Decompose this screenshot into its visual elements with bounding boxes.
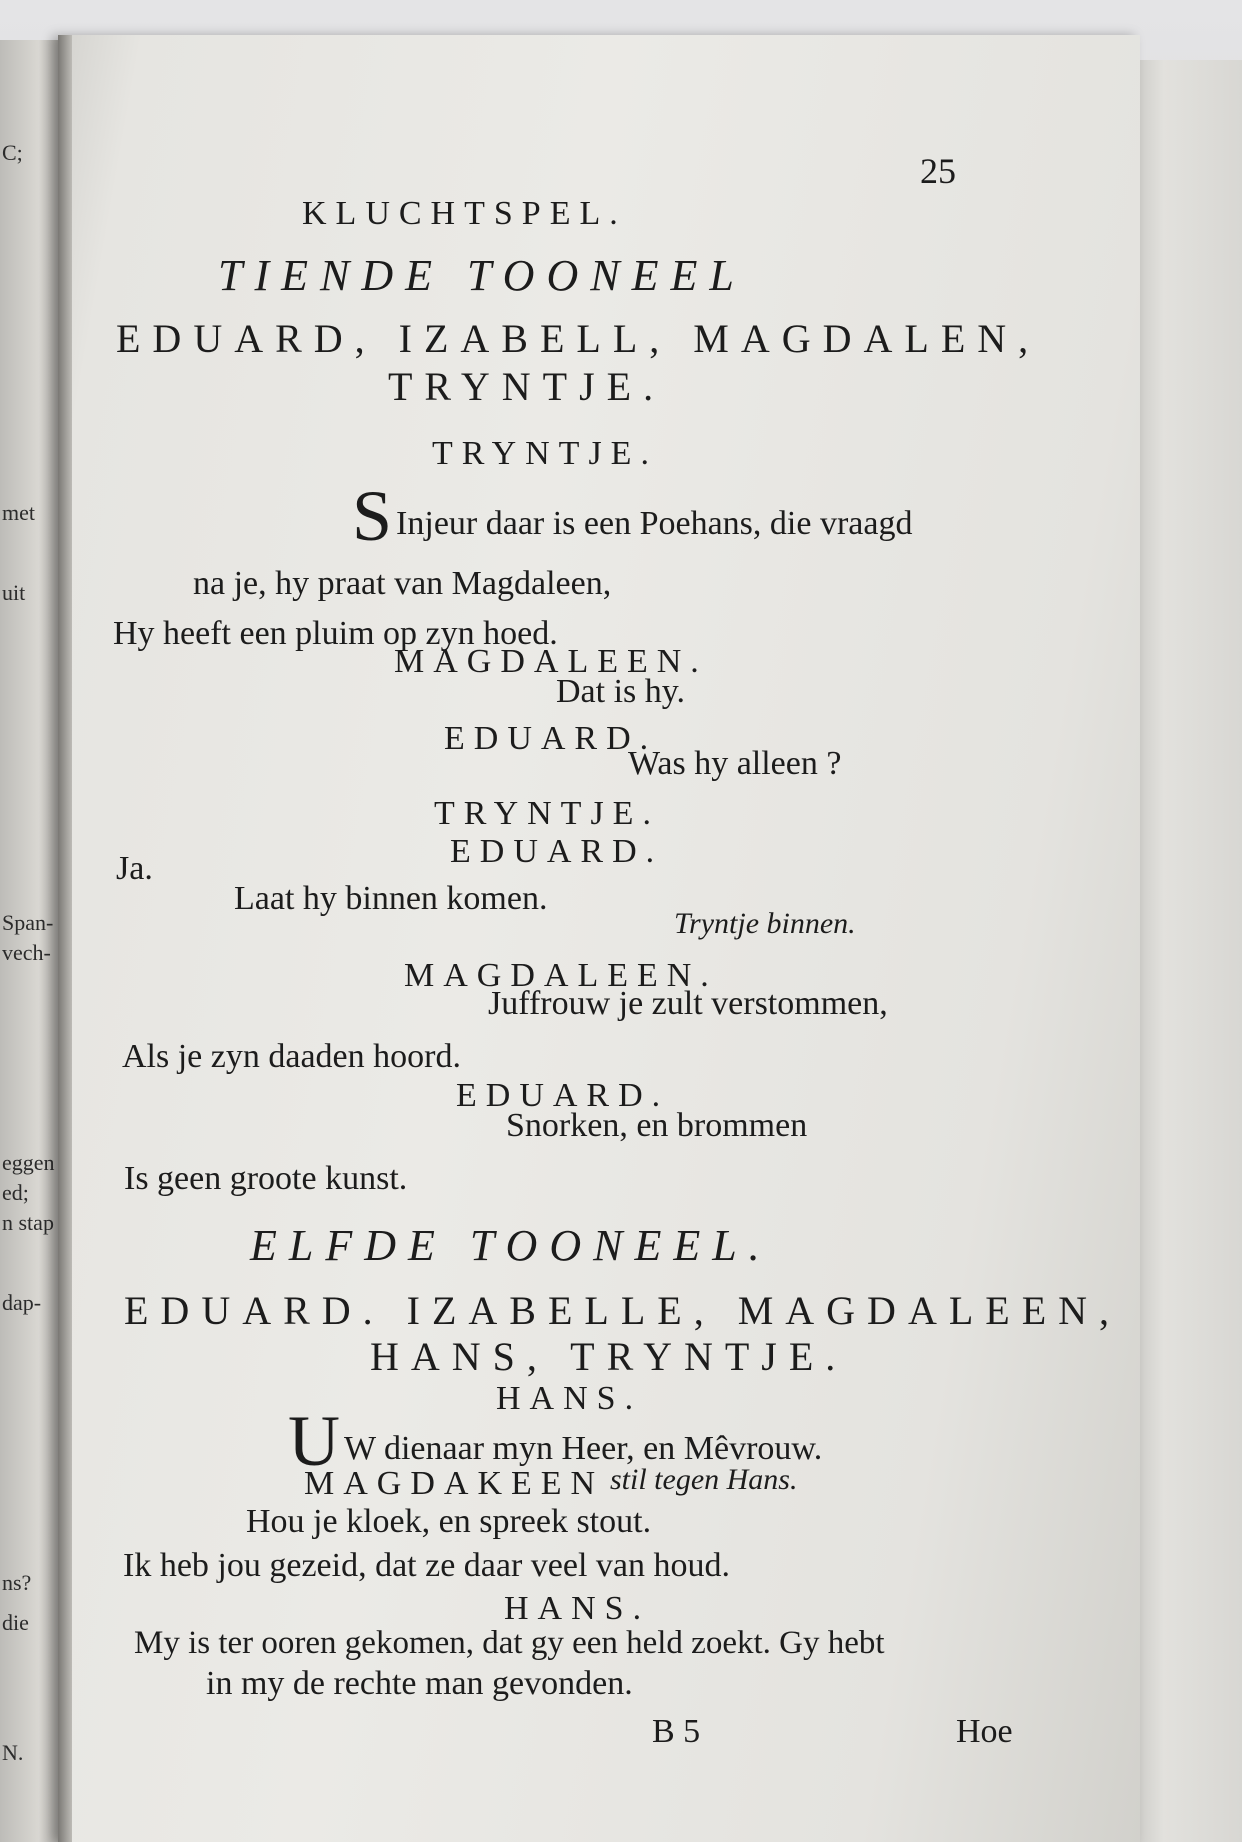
verse-text: Injeur daar is een Poehans, die vraagd: [396, 505, 913, 542]
left-page-fragment: Span-: [2, 910, 54, 935]
speaker-name: MAGDAKEEN: [304, 1465, 605, 1502]
speaker-name: HANS.: [504, 1590, 651, 1627]
left-page-fragment: ed;: [2, 1180, 29, 1205]
stage-direction: Tryntje binnen.: [674, 907, 856, 940]
page-gutter-shadow: [58, 35, 72, 1842]
cast-list: HANS, TRYNTJE.: [370, 1334, 848, 1379]
speaker-name: EDUARD.: [456, 1077, 670, 1114]
right-page-edges: [1130, 60, 1242, 1842]
left-page-fragment: dap-: [2, 1290, 42, 1315]
speaker-name: TRYNTJE.: [432, 435, 658, 472]
stage-direction: stil tegen Hans.: [610, 1463, 798, 1496]
left-page-fragment: eggen: [2, 1150, 55, 1175]
verse-line: Ja.: [116, 850, 153, 887]
speaker-name: HANS.: [496, 1380, 643, 1417]
speaker-name: EDUARD.: [450, 833, 664, 870]
verse-line: in my de rechte man gevonden.: [206, 1665, 633, 1702]
verse-text: W dienaar myn Heer, en Mêvrouw.: [344, 1430, 823, 1467]
left-page-fragment: die: [2, 1610, 29, 1635]
running-title: KLUCHTSPEL.: [302, 195, 627, 232]
cast-list: EDUARD. IZABELLE, MAGDALEEN,: [124, 1288, 1122, 1333]
page-number: 25: [920, 151, 956, 191]
cast-list: TRYNTJE.: [388, 364, 666, 409]
verse-line: My is ter ooren gekomen, dat gy een held zoekt. Gy hebt: [134, 1625, 885, 1661]
scene-heading: TIENDE TOONEEL: [218, 251, 746, 300]
left-page-fragment: met: [2, 500, 35, 525]
verse-line: Was hy alleen ?: [628, 745, 842, 782]
book-page: [58, 35, 1140, 1842]
verse-line: Hou je kloek, en spreek stout.: [246, 1503, 652, 1540]
verse-line: na je, hy praat van Magdaleen,: [193, 565, 612, 602]
speaker-name: MAGDALEEN.: [404, 957, 718, 994]
verse-line: Ik heb jou gezeid, dat ze daar veel van houd.: [123, 1547, 731, 1584]
catchword: Hoe: [956, 1713, 1013, 1750]
verse-line: Is geen groote kunst.: [124, 1160, 408, 1197]
verse-line: Snorken, en brommen: [506, 1107, 808, 1144]
left-page-fragment: N.: [2, 1740, 24, 1765]
drop-capital: S: [352, 476, 393, 556]
left-page-fragment: C;: [2, 140, 23, 165]
left-page-fragment: ns?: [2, 1570, 32, 1595]
cast-list: EDUARD, IZABELL, MAGDALEN,: [116, 316, 1041, 361]
signature-mark: B 5: [652, 1713, 701, 1750]
left-page-fragment: n stap: [2, 1210, 54, 1235]
verse-line: Laat hy binnen komen.: [234, 880, 548, 917]
speaker-name: EDUARD.: [444, 720, 658, 757]
verse-line: [352, 476, 913, 556]
left-page-fragment: vech-: [2, 940, 51, 965]
drop-capital: U: [288, 1401, 340, 1481]
left-page-fragment: uit: [2, 580, 26, 605]
verse-line: Hy heeft een pluim op zyn hoed.: [113, 615, 558, 652]
verse-line: Dat is hy.: [556, 673, 686, 710]
speaker-name: MAGDALEEN.: [394, 643, 708, 680]
scene-heading: ELFDE TOONEEL.: [250, 1221, 772, 1270]
speaker-name: TRYNTJE.: [434, 795, 660, 832]
verse-line: Als je zyn daaden hoord.: [122, 1038, 461, 1075]
verse-line: Juffrouw je zult verstommen,: [488, 985, 888, 1022]
